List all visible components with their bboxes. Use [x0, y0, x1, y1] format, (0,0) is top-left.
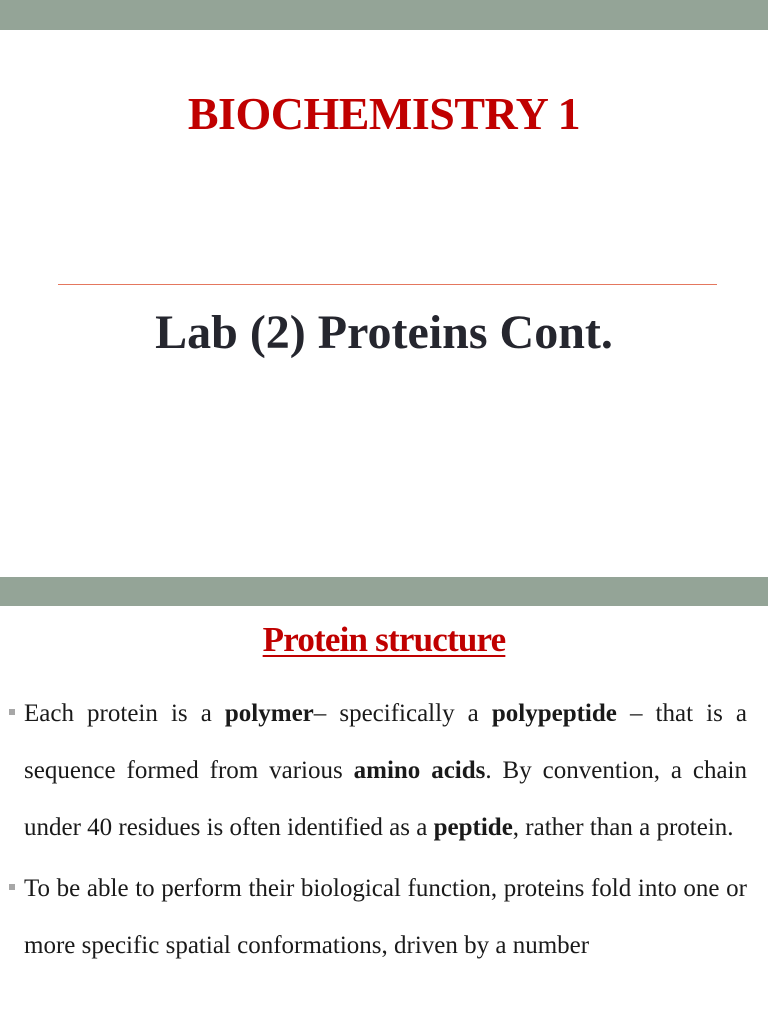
- slide1-title: BIOCHEMISTRY 1: [187, 88, 581, 139]
- bullet-text: – that is a sequence formed from various: [24, 700, 747, 784]
- slide-separator-band: [0, 577, 768, 606]
- slide2-title: Protein structure: [262, 620, 506, 659]
- bullet-text: , rather than a protein.: [512, 814, 734, 841]
- bullet-marker-icon: [9, 709, 15, 715]
- bullet-marker-icon: [9, 884, 15, 890]
- top-accent-band: [0, 0, 768, 30]
- term-amino-acids: amino acids: [353, 757, 486, 784]
- bullet-item: [0, 685, 768, 856]
- bullet-text: . By convention, a chain under 40 residues is often identified as a: [24, 757, 748, 841]
- term-polymer: polymer: [224, 700, 314, 727]
- term-polypeptide: polypeptide: [491, 700, 617, 727]
- title-divider: [58, 284, 717, 285]
- slide1-subtitle: Lab (2) Proteins Cont.: [155, 306, 613, 359]
- bullet-list: [0, 685, 768, 974]
- term-peptide: peptide: [433, 814, 513, 841]
- bullet-item: [0, 860, 768, 974]
- bullet-text: – specifically a: [313, 700, 492, 727]
- bullet-text: To be able to perform their biological function, proteins fold into one or more specific spatial conformations, driven by a number: [24, 875, 747, 959]
- bullet-text: Each protein is a: [24, 700, 225, 727]
